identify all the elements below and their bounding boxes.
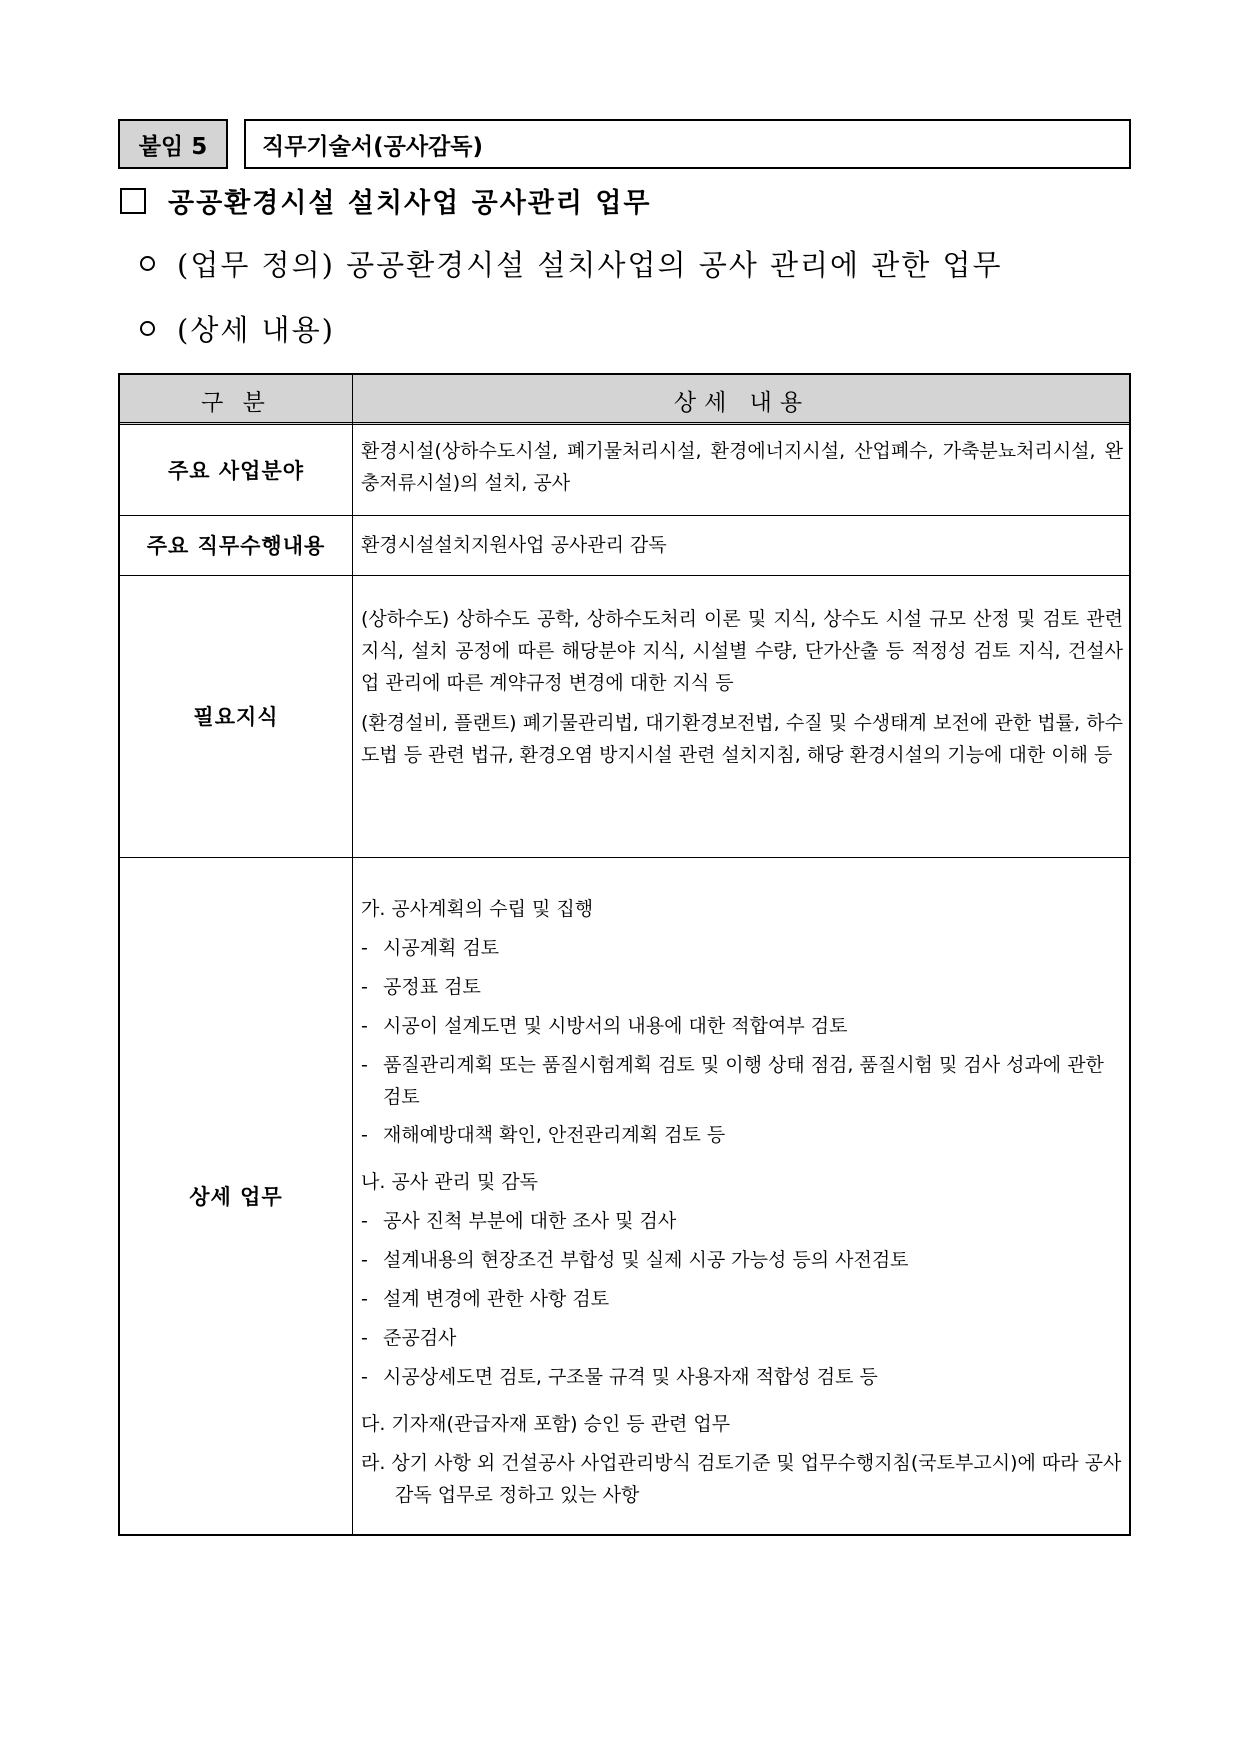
circle-bullet-icon [140,256,155,271]
duty-table [118,373,1131,1536]
row-paragraph: 환경시설(상하수도시설, 폐기물처리시설, 환경에너지시설, 산업폐수, 가축분뇨처리시설, 완충저류시설)의 설치, 공사 [361,440,1123,494]
section-heading [120,181,652,220]
task-group-title: 다. 기자재(관급자재 포함) 승인 등 관련 업무 [361,1413,731,1435]
task-item: - 설계내용의 현장조건 부합성 및 실제 시공 가능성 등의 사전검토 [361,1249,909,1271]
row-label: 주요 직무수행내용 [146,534,326,558]
row-label: 상세 업무 [189,1184,283,1209]
row-text [361,603,1123,771]
row-paragraph: 환경시설설치지원사업 공사관리 감독 [361,534,667,556]
row-paragraph: (상하수도) 상하수도 공학, 상하수도처리 이론 및 지식, 상수도 시설 규모 산정 및 검토 관련 지식, 설치 공정에 따른 해당분야 지식, 시설별 수량, 단가산출 등 적정성 검토 지식, 건설사업 관리에 따른 계약규정 변경에 대한 지식 등 [361,608,1123,694]
attachment-label: 붙임 5 [118,119,228,169]
bullet-text: (상세 내용) [177,313,335,347]
task-item: - 품질관리계획 또는 품질시험계획 검토 및 이행 상태 점검, 품질시험 및 검사 성과에 관한 검토 [361,1054,1104,1108]
column-divider [352,375,353,1534]
circle-bullet-icon [140,321,155,336]
task-item: - 준공검사 [361,1327,457,1349]
section-title: 공공환경시설 설치사업 공사관리 업무 [168,188,652,219]
task-item: - 시공이 설계도면 및 시방서의 내용에 대한 적합여부 검토 [361,1015,848,1037]
bullet-definition [140,243,1003,284]
row-text [361,529,1123,561]
task-item: - 공사 진척 부분에 대한 조사 및 검사 [361,1210,677,1232]
row-paragraph: (환경설비, 플랜트) 폐기물관리법, 대기환경보전법, 수질 및 수생태계 보전에 관한 법률, 하수도법 등 관련 법규, 환경오염 방지시설 관련 설치지침, 해당 환경시설의 기능에 대한 이해 등 [361,712,1123,766]
task-item: - 설계 변경에 관한 사항 검토 [361,1288,610,1310]
task-group-title: 라. 상기 사항 외 건설공사 사업관리방식 검토기준 및 업무수행지침(국토부고시)에 따라 공사감독 업무로 정하고 있는 사항 [361,1452,1122,1506]
header-category: 구 분 [201,389,271,416]
task-item: - 시공계획 검토 [361,937,500,959]
header-details: 상세 내용 [673,389,811,416]
bullet-text: (업무 정의) 공공환경시설 설치사업의 공사 관리에 관한 업무 [177,248,1003,282]
task-item: - 재해예방대책 확인, 안전관리계획 검토 등 [361,1124,726,1146]
task-group-title: 가. 공사계획의 수립 및 집행 [361,898,594,920]
row-label: 주요 사업분야 [167,459,305,483]
row-text [361,890,1123,1511]
task-item: - 공정표 검토 [361,976,481,998]
row-label: 필요지식 [193,705,279,729]
task-item: - 시공상세도면 검토, 구조물 규격 및 사용자재 적합성 검토 등 [361,1366,878,1388]
bullet-details [140,308,335,349]
checkbox-icon [120,188,146,214]
document-title: 직무기술서(공사감독) [244,119,1131,169]
row-text [361,435,1123,499]
task-group-title: 나. 공사 관리 및 감독 [361,1171,539,1193]
